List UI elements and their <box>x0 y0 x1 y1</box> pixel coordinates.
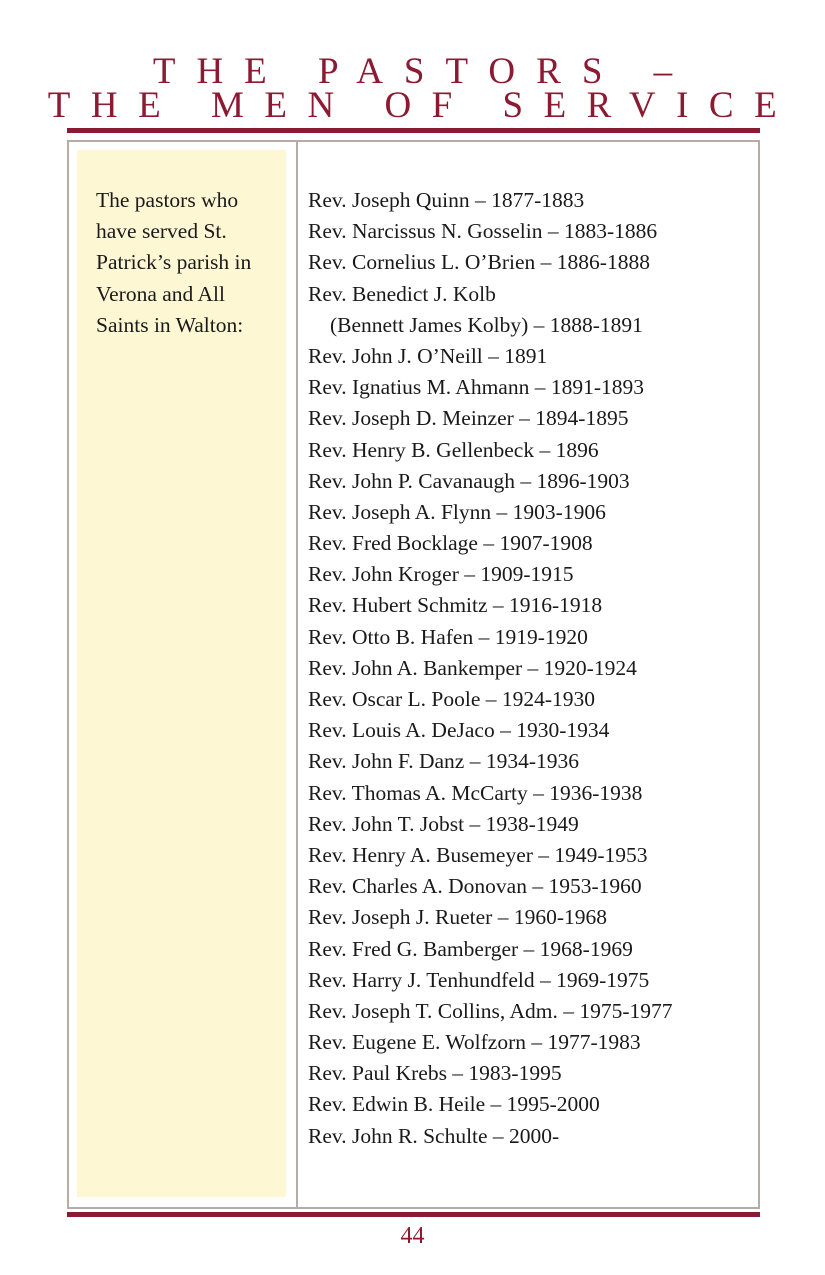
pastor-list-item: Rev. Cornelius L. O’Brien – 1886-1888 <box>308 250 650 275</box>
pastor-list-item: Rev. Eugene E. Wolfzorn – 1977-1983 <box>308 1030 641 1055</box>
pastor-list-item: Rev. Edwin B. Heile – 1995-2000 <box>308 1092 600 1117</box>
sidebar-intro-text: The pastors who have served St. Patrick’s parish in Verona and All Saints in Walton: <box>96 188 252 337</box>
page-number: 44 <box>400 1223 425 1249</box>
pastor-list-item: Rev. Hubert Schmitz – 1916-1918 <box>308 593 603 618</box>
pastor-list-item: Rev. John T. Jobst – 1938-1949 <box>308 811 579 836</box>
pastor-list-item: Rev. Benedict J. Kolb <box>308 281 496 306</box>
pastor-list-item: Rev. John R. Schulte – 2000- <box>308 1123 560 1148</box>
top-divider-rule <box>67 128 760 133</box>
pastor-list-item: Rev. Joseph Quinn – 1877-1883 <box>308 188 585 212</box>
pastor-list-item: Rev. Joseph A. Flynn – 1903-1906 <box>308 499 606 524</box>
pastor-list-item: Rev. John Kroger – 1909-1915 <box>308 562 574 587</box>
pastor-list-item: Rev. Narcissus N. Gosselin – 1883-1886 <box>308 219 658 244</box>
pastor-list-item: Rev. Harry J. Tenhundfeld – 1969-1975 <box>308 967 650 992</box>
bottom-divider-rule <box>67 1212 760 1217</box>
page-title-line-1: THE PASTORS – <box>152 51 694 92</box>
pastor-list-item: Rev. Fred G. Bamberger – 1968-1969 <box>308 936 633 961</box>
page-title-line-2: THE MEN OF SERVICE <box>47 85 798 126</box>
pastor-list-item: Rev. Henry A. Busemeyer – 1949-1953 <box>308 842 648 867</box>
pastor-list-item: Rev. Paul Krebs – 1983-1995 <box>308 1061 562 1086</box>
pastor-list <box>308 185 748 1152</box>
pastor-list-item: Rev. John A. Bankemper – 1920-1924 <box>308 655 637 680</box>
pastor-list-item: Rev. Oscar L. Poole – 1924-1930 <box>308 687 596 711</box>
pastor-list-item: Rev. Joseph J. Rueter – 1960-1968 <box>308 905 607 930</box>
pastor-list-item: Rev. Henry B. Gellenbeck – 1896 <box>308 437 599 462</box>
column-divider <box>296 140 298 1209</box>
pastor-list-item: Rev. Louis A. DeJaco – 1930-1934 <box>308 718 610 743</box>
pastor-list-item: Rev. Joseph D. Meinzer – 1894-1895 <box>308 406 629 431</box>
pastor-list-item: Rev. Otto B. Hafen – 1919-1920 <box>308 624 588 649</box>
pastor-list-item: Rev. John F. Danz – 1934-1936 <box>308 749 579 774</box>
pastor-list-item: Rev. Thomas A. McCarty – 1936-1938 <box>308 780 643 805</box>
pastor-list-item-continuation: (Bennett James Kolby) – 1888-1891 <box>330 312 643 337</box>
pastor-list-item: Rev. John J. O’Neill – 1891 <box>308 343 548 368</box>
pastor-list-item: Rev. John P. Cavanaugh – 1896-1903 <box>308 468 630 493</box>
pastor-list-item: Rev. Ignatius M. Ahmann – 1891-1893 <box>308 375 645 400</box>
pastor-list-item: Rev. Joseph T. Collins, Adm. – 1975-1977 <box>308 998 673 1023</box>
pastor-list-item: Rev. Charles A. Donovan – 1953-1960 <box>308 874 642 899</box>
pastor-list-item: Rev. Fred Bocklage – 1907-1908 <box>308 531 593 556</box>
